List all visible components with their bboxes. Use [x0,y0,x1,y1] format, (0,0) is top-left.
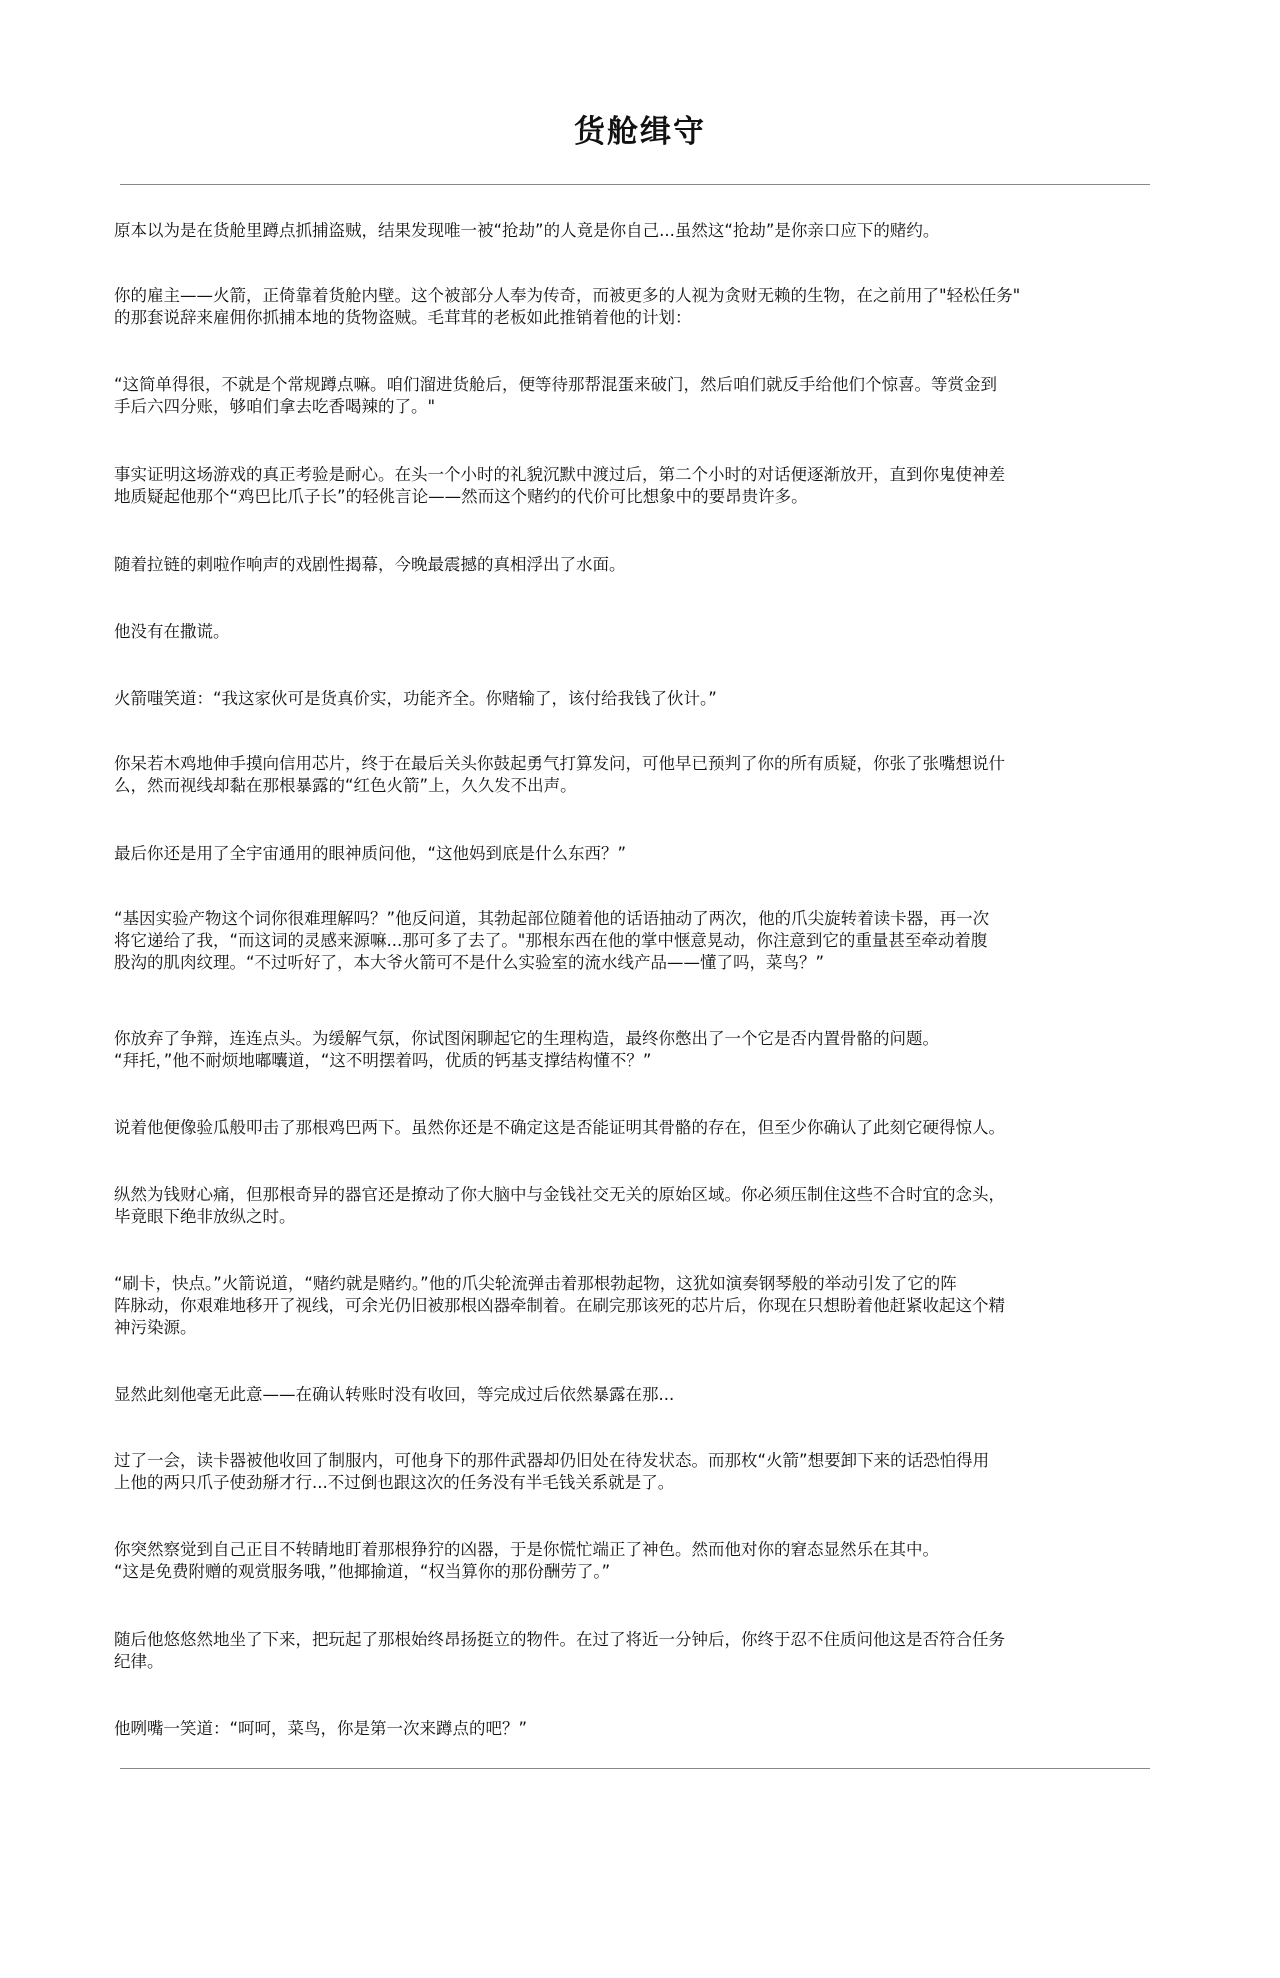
paragraph-4: 事实证明这场游戏的真正考验是耐心。在头一个小时的礼貌沉默中渡过后，第二个小时的对话便逐渐放开，直到你鬼使神差 地质疑起他那个“鸡巴比爪子长”的轻佻言论——然而这个赌约的代价可比想象中的要昂贵许多。 [114,465,1005,506]
paragraph-18: 随后他悠悠然地坐了下来，把玩起了那根始终昂扬挺立的物件。在过了将近一分钟后，你终于忍不住质问他这是否符合任务 纪律。 [114,1630,1005,1671]
paragraph-6: 他没有在撒谎。 [114,622,230,641]
paragraph-13: 纵然为钱财心痛，但那根奇异的器官还是撩动了你大脑中与金钱社交无关的原始区域。你必须压制住这些不合时宜的念头， 毕竟眼下绝非放纵之时。 [114,1185,1005,1226]
paragraph-8: 你呆若木鸡地伸手摸向信用芯片，终于在最后关头你鼓起勇气打算发问，可他早已预判了你的所有质疑，你张了张嘴想说什 么，然而视线却黏在那根暴露的“红色火箭”上，久久发不出声。 [114,754,1005,795]
bottom-divider [120,1768,1150,1769]
paragraph-10: “基因实验产物这个词你很难理解吗？”他反问道，其勃起部位随着他的话语抽动了两次，他的爪尖旋转着读卡器，再一次 将它递给了我，“而这词的灵感来源嘛...那可多了去了。"那根东西在他的掌中惬意晃动，你注意到它的重量甚至牵动着腹 股沟的肌肉纹理。“不过听好了，本大爷火箭可不是什么实验室的流水线产品——懂了吗，菜鸟？” [114,909,990,972]
paragraph-2: 你的雇主——火箭，正倚靠着货舱内壁。这个被部分人奉为传奇，而被更多的人视为贪财无赖的生物，在之前用了"轻松任务" 的那套说辞来雇佣你抓捕本地的货物盗贼。毛茸茸的老板如此推销着他的计划： [114,286,1021,327]
paragraph-1: 原本以为是在货舱里蹲点抓捕盗贼，结果发现唯一被“抢劫”的人竟是你自己...虽然这“抢劫”是你亲口应下的赌约。 [114,221,940,240]
paragraph-7: 火箭嗤笑道：“我这家伙可是货真价实，功能齐全。你赌输了，该付给我钱了伙计。” [114,689,717,708]
paragraph-12: 说着他便像验瓜般叩击了那根鸡巴两下。虽然你还是不确定这是否能证明其骨骼的存在，但至少你确认了此刻它硬得惊人。 [114,1118,1005,1137]
paragraph-17: 你突然察觉到自己正目不转睛地盯着那根狰狞的凶器，于是你慌忙端正了神色。然而他对你的窘态显然乐在其中。 “这是免费附赠的观赏服务哦，”他揶揄道，“权当算你的那份酬劳了。” [114,1540,939,1581]
paragraph-19: 他咧嘴一笑道：“呵呵，菜鸟，你是第一次来蹲点的吧？” [114,1719,528,1738]
top-divider [120,184,1150,185]
paragraph-5: 随着拉链的刺啦作响声的戏剧性揭幕，今晚最震撼的真相浮出了水面。 [114,555,626,574]
paragraph-11: 你放弃了争辩，连连点头。为缓解气氛，你试图闲聊起它的生理构造，最终你憋出了一个它是否内置骨骼的问题。 “拜托，”他不耐烦地嘟囔道，“这不明摆着吗，优质的钙基支撑结构懂不？” [114,1029,939,1070]
paragraph-9: 最后你还是用了全宇宙通用的眼神质问他，“这他妈到底是什么东西？” [114,844,627,863]
paragraph-15: 显然此刻他毫无此意——在确认转账时没有收回，等完成过后依然暴露在那... [114,1385,675,1404]
paragraph-14: “刷卡，快点。”火箭说道，“赌约就是赌约。”他的爪尖轮流弹击着那根勃起物，这犹如演奏钢琴般的举动引发了它的阵 阵脉动，你艰难地移开了视线，可余光仍旧被那根凶器牵制着。在刷完那该死的芯片后，你现在只想盼着他赶紧收起这个精 神污染源。 [114,1274,1005,1337]
paragraph-16: 过了一会，读卡器被他收回了制服内，可他身下的那件武器却仍旧处在待发状态。而那枚“火箭”想要卸下来的话恐怕得用 上他的两只爪子使劲掰才行...不过倒也跟这次的任务没有半毛钱关系就是了。 [114,1451,990,1492]
paragraph-3: “这简单得很，不就是个常规蹲点嘛。咱们溜进货舱后，便等待那帮混蛋来破门，然后咱们就反手给他们个惊喜。等赏金到 手后六四分账，够咱们拿去吃香喝辣的了。" [114,375,998,416]
document-title: 货舱缉守 [574,114,706,150]
